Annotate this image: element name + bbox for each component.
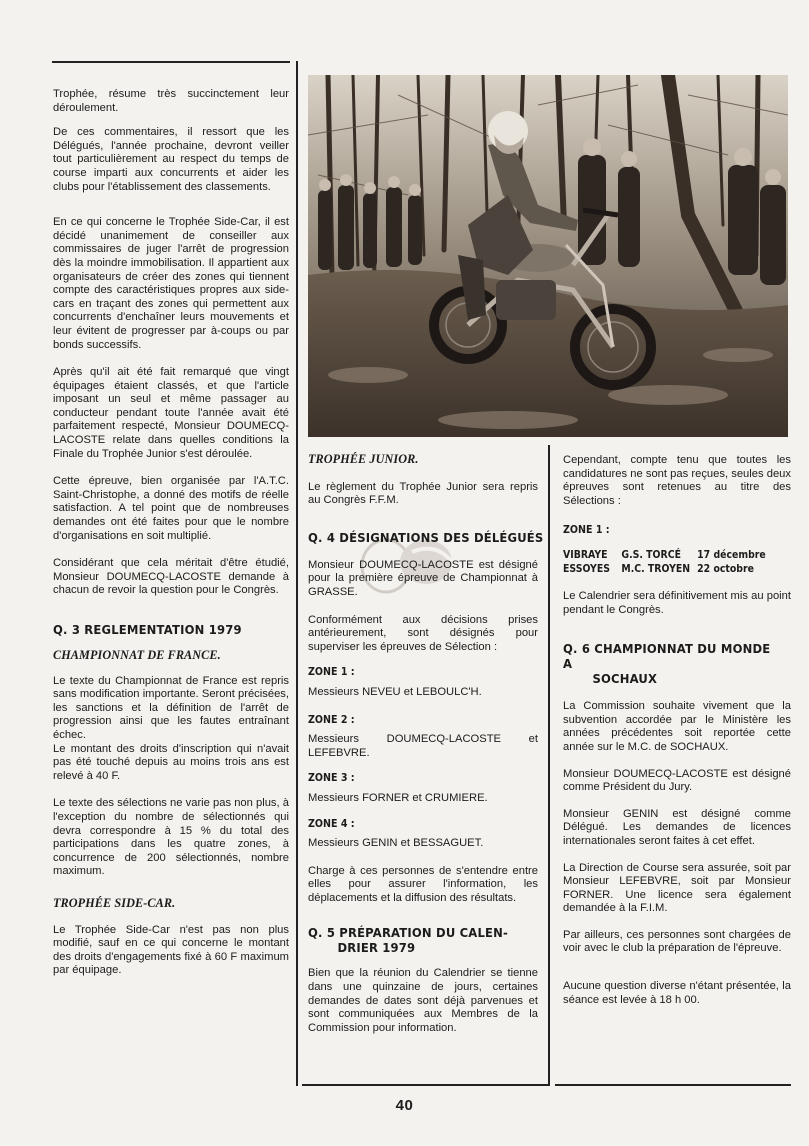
heading-line: Q. 5 PRÉPARATION DU CALEN- bbox=[308, 925, 509, 941]
subheading-championnat: CHAMPIONNAT DE FRANCE. bbox=[53, 648, 221, 662]
paragraph: Messieurs DOUMECQ-LACOSTE et LEFEBVRE. bbox=[308, 733, 542, 759]
paragraph: Cette épreuve, bien organisée par l'A.T.C. Saint-Christophe, a donné des motifs de réelle satisfaction. A tel point que de nombreuses demandes ont été faites pour que le nombre d'organisations en soit multiplié. bbox=[53, 475, 289, 542]
trial-motorcycle-photo bbox=[308, 75, 788, 437]
subheading-junior: TROPHÉE JUNIOR. bbox=[308, 452, 419, 466]
zone-label: ZONE 2 : bbox=[308, 713, 355, 726]
paragraph: Le texte du Championnat de France est repris sans modification importante. Seront précisées, les sanctions et la définition de l'arrêt de progression ainsi que les fautes entraînant échec. bbox=[53, 674, 289, 741]
event-club: G.S. TORCÉ bbox=[621, 548, 681, 561]
paragraph: Monsieur DOUMECQ-LACOSTE est désigné comme Président du Jury. bbox=[563, 767, 791, 794]
zone-label: ZONE 4 : bbox=[308, 817, 355, 830]
top-rule bbox=[52, 61, 290, 63]
bottom-rule-middle bbox=[302, 1084, 548, 1086]
paragraph: Aucune question diverse n'étant présentée, la séance est levée à 18 h 00. bbox=[563, 980, 791, 1006]
zone-label: ZONE 1 : bbox=[563, 524, 610, 537]
paragraph: Le Calendrier sera définitivement mis au point pendant le Congrès. bbox=[563, 589, 791, 616]
section-heading-q4: Q. 4 DÉSIGNATIONS DES DÉLÉGUÉS bbox=[308, 529, 544, 545]
paragraph: Le texte des sélections ne varie pas non plus, à l'exception du nombre de sélectionnés qui devra correspondre à 15 % du total des participations dans les quatre zones, à concurrence de 200 sélectionnés, nombre maximum. bbox=[53, 797, 289, 878]
paragraph: Conformément aux décisions prises antérieurement, sont désignés pour superviser les épreuves de Sélection : bbox=[308, 613, 538, 653]
selection-events-table bbox=[563, 548, 791, 576]
paragraph: Le Trophée Side-Car n'est pas non plus modifié, sauf en ce qui concerne le montant des droits d'engagements fixé à 60 F maximum par équipage. bbox=[53, 923, 289, 977]
subheading-sidecar: TROPHÉE SIDE-CAR. bbox=[53, 895, 176, 910]
paragraph: Monsieur DOUMECQ-LACOSTE est désigné pour la première épreuve de Championnat à GRASSE. bbox=[308, 558, 538, 598]
bottom-rule-right bbox=[555, 1084, 791, 1086]
paragraph: Le règlement du Trophée Junior sera repris au Congrès F.F.M. bbox=[308, 480, 538, 507]
paragraph: Messieurs FORNER et CRUMIERE. bbox=[308, 791, 488, 804]
paragraph: En ce qui concerne le Trophée Side-Car, il est décidé unanimement de conseiller aux commissaires de juger l'arrêt de progression dès la moindre immobilisation. Il appartient aux organisateurs de créer des zones qui tiennent compte des caractéristiques propres aux side-cars en traçant des zones qui permettent aux concurrents d'enchaîner leurs mouvements et leur évitent de progresser par à-coups ou par bonds successifs. bbox=[53, 216, 289, 351]
paragraph: La Direction de Course sera assurée, soit par Monsieur LEFEBVRE, soit par Monsieur FORNER. Une licence sera également demandée à la F.I.M. bbox=[563, 861, 791, 915]
section-heading-q3: Q. 3 REGLEMENTATION 1979 bbox=[53, 622, 242, 637]
heading-line: SOCHAUX bbox=[592, 671, 658, 687]
page-number: 40 bbox=[395, 1097, 414, 1114]
table-row bbox=[563, 548, 768, 562]
paragraph: Après qu'il ait été fait remarqué que vingt équipages étaient classés, et que l'article imposant un seul et même passager au conducteur pendant toute l'année avait été parfaitement respecté, Monsieur DOUMECQ-LACOSTE relate dans quelles conditions la Finale du Trophée Junior s'est déroulée. bbox=[53, 366, 289, 460]
table-row bbox=[563, 562, 768, 576]
paragraph: La Commission souhaite vivement que la subvention accordée par le Ministère les années précédentes soit reportée cette année sur le M.C. de SOCHAUX. bbox=[563, 700, 791, 753]
paragraph: Considérant que cela méritait d'être étudié, Monsieur DOUMECQ-LACOSTE demande à chacun de revoir la question pour le Congrès. bbox=[53, 557, 289, 597]
event-place: VIBRAYE bbox=[563, 548, 608, 561]
paragraph: Trophée, résume très succinctement leur déroulement. bbox=[53, 88, 289, 114]
column-divider-right bbox=[548, 445, 550, 1086]
column-right bbox=[563, 454, 791, 1018]
paragraph: Messieurs NEVEU et LEBOULC'H. bbox=[308, 685, 482, 698]
event-date: 17 décembre bbox=[697, 548, 766, 561]
paragraph: Monsieur GENIN est désigné comme Délégué. Les demandes de licences internationales seront faites à cet effet. bbox=[563, 807, 791, 847]
event-date: 22 octobre bbox=[697, 562, 754, 575]
paragraph: Le montant des droits d'inscription qui n'avait pas été touché depuis au moins trois ans est relevé à 40 F. bbox=[53, 742, 289, 782]
heading-line: Q. 6 CHAMPIONNAT DU MONDE A bbox=[563, 641, 771, 672]
zone-label: ZONE 3 : bbox=[308, 772, 355, 785]
paragraph: Messieurs GENIN et BESSAGUET. bbox=[308, 837, 484, 850]
column-divider-left bbox=[296, 61, 298, 1086]
paragraph: Cependant, compte tenu que toutes les candidatures ne sont pas reçues, seules deux épreuves sont retenues au titre des Sélections : bbox=[563, 454, 791, 507]
section-heading-q5 bbox=[308, 925, 520, 955]
paragraph: Bien que la réunion du Calendrier se tienne dans une quinzaine de jours, certaines demandes de dates sont déjà parvenues et sont communiquées aux Membres de la Commission pour information. bbox=[308, 967, 538, 1034]
paragraph: De ces commentaires, il ressort que les Délégués, l'année prochaine, devront veiller tout particulièrement au respect du temps de course imparti aux concurrents et aider les clubs pour l'établissement des classements. bbox=[53, 126, 289, 193]
zone-label: ZONE 1 : bbox=[308, 666, 355, 679]
heading-line: DRIER 1979 bbox=[337, 940, 416, 956]
column-middle bbox=[308, 449, 544, 1046]
paragraph: Par ailleurs, ces personnes sont chargées de voir avec le club la préparation de l'épreuve. bbox=[563, 928, 791, 955]
paragraph: Charge à ces personnes de s'entendre entre elles pour assurer l'information, les déplacements et la diffusion des résultats. bbox=[308, 864, 538, 904]
event-club: M.C. TROYEN bbox=[621, 562, 691, 575]
column-left bbox=[53, 88, 289, 989]
event-place: ESSOYES bbox=[563, 562, 610, 575]
section-heading-q6 bbox=[563, 641, 773, 686]
